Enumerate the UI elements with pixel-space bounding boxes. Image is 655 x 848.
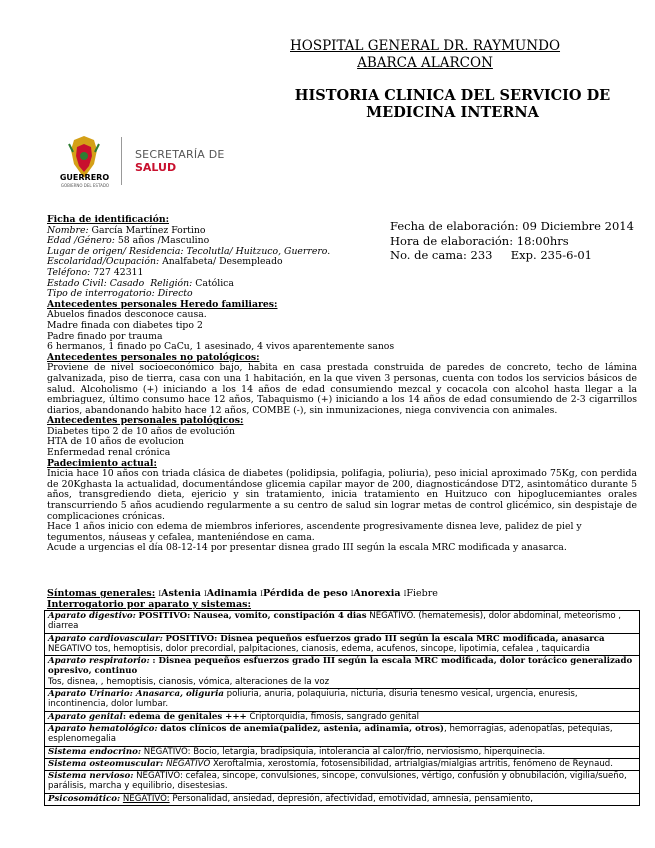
logo-state-sub: GOBIERNO DEL ESTADO (60, 183, 110, 188)
ficha-nombre: Nombre: García Martínez Fortino (47, 224, 206, 236)
checkbox-mark: I (203, 590, 207, 598)
ficha-lugar: Lugar de origen/ Residencia: Tecolutla/ Huitzuco, Guerrero. (47, 245, 331, 257)
hora-line: Hora de elaboración: 18:00hrs (390, 233, 569, 248)
patologicos-line: HTA de 10 años de evolucion (47, 436, 185, 448)
checkbox-mark: I (350, 590, 354, 598)
table-row: Aparato digestivo: POSITIVO: Nausea, vomito, constipación 4 dias NEGATIVO. (hematemesis), dolor abdominal, meteorismo , diarrea (45, 611, 640, 634)
checkbox-mark: I (403, 590, 407, 598)
systems-table (44, 610, 640, 806)
padecimiento-p2: Hace 1 años inicio con edema de miembros inferiores, ascendente progresivamente disnea leve, palidez de piel y tegumentos, náuseas y cefalea, manteniéndose en cama. (47, 521, 582, 543)
table-row: Psicosomático: NEGATIVO: Personalidad, ansiedad, depresión, afectividad, emotividad, amnesia, pensamiento, (45, 793, 640, 805)
ficha-interrogatorio: Tipo de interrogatorio: Directo (47, 288, 193, 300)
sintoma-item: Anorexia (353, 588, 401, 599)
padecimiento-p1: Inicia hace 10 años con triada clásica de diabetes (polidipsia, polifagia, poliuria), peso inicial aproximado 75Kg, con perdida de 20Kghasta la actualidad, documentándose glicemia capilar mayor de 200, diagnosticándose DT2, asintomático durante 5 años, transgrediendo dieta, ejericio y sin tratamiento, inicia tratamiento en Huitzuco con hipoglucemiantes orales transcurriendo 5 años acudiendo regularmente a su centro de salud sin lograr metas de control glicémico, sin despistaje de complicaciones crónicas. (47, 468, 637, 522)
sintomas-heading: Síntomas generales: (47, 588, 156, 599)
service-title (280, 87, 625, 121)
logo-divider (121, 137, 122, 185)
table-row: Aparato hematológico: datos clínicos de anemia(palidez, astenia, adinamia, otros), hemorragias, adenopatías, petequias, esplenomegalia (45, 723, 640, 746)
checkbox-mark: I (158, 590, 162, 598)
table-row: Aparato genital: edema de genitales +++ Criptorquidia, fimosis, sangrado genital (45, 711, 640, 723)
no-patologicos-text: Proviene de nivel socioeconómico bajo, habita en casa prestada construida de paredes de concreto, techo de lámina galvanizada, piso de tierra, casa con una 1 habitación, en la que viven 3 personas, cuenta con todos los servicios básicos de salud. Alcoholismo (+) iniciando a los 14 años de edad consumiendo mezcal y cocacola con alcohol hasta llegar a la embriaguez, último consumo hace 12 años, Tabaquismo (+) iniciando a los 14 años de edad consumiendo de 2-3 cigarrillos diarios, abandonando habito hace 12 años, COMBE (-), sin inmunizaciones, niega convivencia con animales. (47, 362, 637, 416)
hospital-title-line-1: HOSPITAL GENERAL DR. RAYMUNDO (290, 38, 561, 54)
table-row: Sistema nervioso: NEGATIVO: cefalea, sincope, convulsiones, sincope, convulsiones, vértigo, confusión y obnubilación, vigilia/sueño, parálisis, marcha y equilibrio, disestesias. (45, 771, 640, 794)
checkbox-mark: I (260, 590, 264, 598)
table-row: Sistema osteomuscular: NEGATIVO Xeroftalmia, xerostomía, fotosensibilidad, artrialgias/mialgias artritis, fenómeno de Reynaud. (45, 758, 640, 770)
interrogatorio-heading: Interrogatorio por aparato y sistemas: (47, 599, 251, 610)
table-row: Sistema endocrino: NEGATIVO: Bocio, letargia, bradipsiquia, intolerancia al calor/frio, nerviosismo, hiperquinecia. (45, 746, 640, 758)
ficha-telefono: Teléfono: 727 42311 (47, 266, 144, 278)
no-patologicos-heading: Antecedentes personales no patológicos: (47, 351, 260, 363)
patologicos-line: Diabetes tipo 2 de 10 años de evolución (47, 425, 236, 437)
hospital-title (290, 38, 560, 72)
ficha-edad: Edad /Género: 58 años /Masculino (47, 235, 210, 247)
sintomas-generales (47, 588, 438, 599)
sintoma-item: Pérdida de peso (263, 588, 348, 599)
fecha-line: Fecha de elaboración: 09 Diciembre 2014 (390, 219, 634, 233)
service-title-line-1: HISTORIA CLINICA DEL SERVICIO DE (294, 87, 611, 104)
sintoma-item: Adinamia (206, 588, 258, 599)
table-row: Aparato respiratorio: : Disnea pequeños esfuerzos grado III según la escala MRC modificada, dolor torácico generalizado opresivo, continuo Tos, disnea, , hemoptisis, cianosis, vómica, alteraciones de la voz (45, 656, 640, 689)
patologicos-heading: Antecedentes personales patológicos: (47, 415, 244, 427)
ficha-heading: Ficha de identificación: (47, 214, 170, 225)
patologicos-line: Enfermedad renal crónica (47, 447, 171, 459)
logo-secretaria: SECRETARÍA DE (135, 148, 225, 161)
cama-line: No. de cama: 233 Exp. 235-6-01 (390, 248, 592, 262)
clinical-history-body (47, 215, 637, 554)
heredo-line: Madre finada con diabetes tipo 2 (47, 319, 203, 331)
ficha-escolaridad: Escolaridad/Ocupación: Analfabeta/ Desempleado (47, 256, 283, 268)
heredo-line: Padre finado por trauma (47, 330, 163, 342)
padecimiento-p3: Acude a urgencias el día 08-12-14 por presentar disnea grado III según la escala MRC modificada y anasarca. (47, 542, 567, 554)
table-row: Aparato cardiovascular: POSITIVO: Disnea pequeños esfuerzos grado III según la escala MRC modificada, anasarca NEGATIVO tos, hemoptisis, dolor precordial, palpitaciones, cianosis, edema, acufenos, sincope, lipotimia, cefalea , taquicardia (45, 633, 640, 656)
padecimiento-heading: Padecimiento actual: (47, 457, 157, 469)
heredo-heading: Antecedentes personales Heredo familiares: (47, 298, 278, 310)
table-row: Aparato Urinario: Anasarca, oliguria poliuria, anuria, polaquiuria, nicturia, disuria tenesmo vesical, urgencia, enuresis, incontinencia, dolor lumbar. (45, 689, 640, 712)
sintoma-item: Fiebre (406, 588, 438, 599)
heredo-line: Abuelos finados desconoce causa. (47, 309, 207, 321)
sintoma-item: Astenia (161, 588, 201, 599)
hospital-title-line-2: ABARCA ALARCON (357, 55, 493, 71)
service-title-line-2: MEDICINA INTERNA (366, 104, 539, 121)
logo-salud: SALUD (135, 161, 177, 174)
ficha-civil: Estado Civil: Casado Religión: Católica (47, 277, 234, 289)
heredo-line: 6 hermanos, 1 finado po CaCu, 1 asesinado, 4 vivos aparentemente sanos (47, 341, 395, 353)
logo-state-name: GUERRERO (59, 173, 110, 182)
